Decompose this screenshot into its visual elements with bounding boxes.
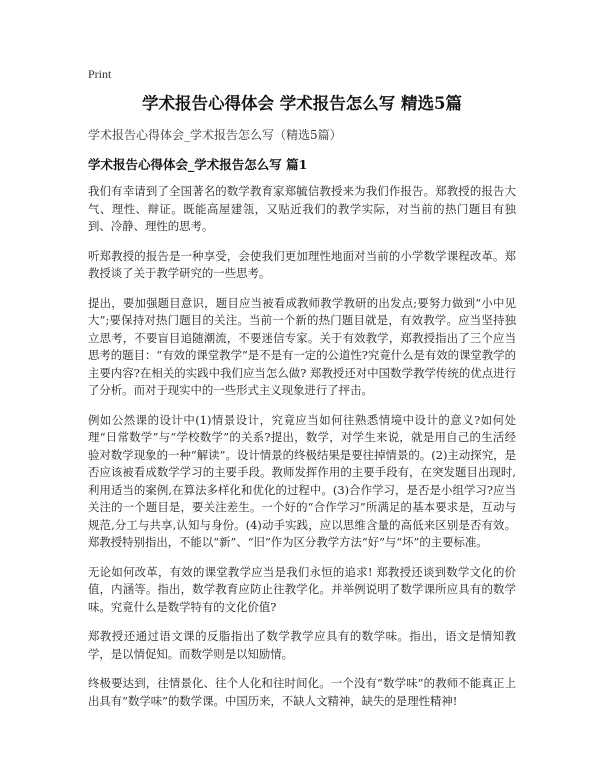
paragraph-5: 无论如何改革，有效的课堂教学应当是我们永恒的追求! 郑教授还谈到数学文化的价值，内涵等。指出，数学教育应防止往教学化。并举例说明了数学课所应具有的数学味。究竟什么是数学特有的文化价值? (88, 564, 516, 614)
document-page (88, 66, 516, 722)
paragraph-1: 我们有幸请到了全国著名的数学教育家郑毓信教授来为我们作报告。郑教授的报告大气、理性、辩证。既能高屋建瓴，又贴近我们的教学实际，对当前的热门题目有独到、冷静、理性的思考。 (88, 184, 516, 233)
page-subtitle: 学术报告心得体会_学术报告怎么写（精选5篇） (88, 128, 342, 142)
section-heading: 学术报告心得体会_学术报告怎么写 篇1 (88, 157, 308, 172)
paragraph-7: 终极要达到，往情景化、往个人化和往时间化。一个没有“数学味”的教师不能真正上出具有“数学味”的数学课。中国历来，不缺人文精神，缺失的是理性精神! (88, 676, 516, 708)
print-label[interactable]: Print (88, 67, 112, 81)
paragraph-6: 郑教授还通过语文课的反脂指出了数学教学应具有的数学味。指出，语文是情知教学，是以情促知。而数学则是以知励情。 (88, 629, 516, 661)
paragraph-2: 听郑教授的报告是一种享受，会使我们更加理性地面对当前的小学数学课程改革。郑教授谈了关于教学研究的一些思考。 (88, 248, 516, 280)
paragraph-3: 提出，要加强题目意识，题目应当被看成教师教学教研的出发点;要努力做到“小中见大”;要保持对热门题目的关注。当前一个新的热门题目就是，有效教学。应当坚持独立思考，不要盲目追随潮流，不要迷信专家。关于有效教学，郑教授指出了三个应当思考的题目：“有效的课堂教学”是不是有一定的公道性?究竟什么是有效的课堂教学的主要内容?在相关的实践中我们应当怎么做? 郑教授还对中国数学教学传统的优点进行了分析。而对于现实中的一些形式主义现象进行了抨击。 (88, 295, 516, 397)
paragraph-4: 例如公然课的设计中(1)情景设计，究竟应当如何往熟悉情境中设计的意义?如何处理“日常数学”与“学校数学”的关系?提出，数学，对学生来说，就是用自己的生活经验对数学现象的一种“解读”。设计情景的终极结果是要往掉情景的。(2)主动探究，是否应该被看成数学学习的主要手段。教师发挥作用的主要手段有，在突发题目出现时,利用适当的案例,在算法多样化和优化的过程中。(3)合作学习，是否是小组学习?应当关注的一个题目是，要关注差生。一个好的“合作学习”所满足的基本要求是，互动与规范,分工与共享,认知与身份。(4)动手实践，应以思维含量的高低来区别是否有效。郑教授特别指出，不能以“新”、“旧”作为区分教学方法“好”与“坏”的主要标准。 (88, 412, 516, 549)
page-title: 学术报告心得体会 学术报告怎么写 精选5篇 (142, 94, 462, 113)
